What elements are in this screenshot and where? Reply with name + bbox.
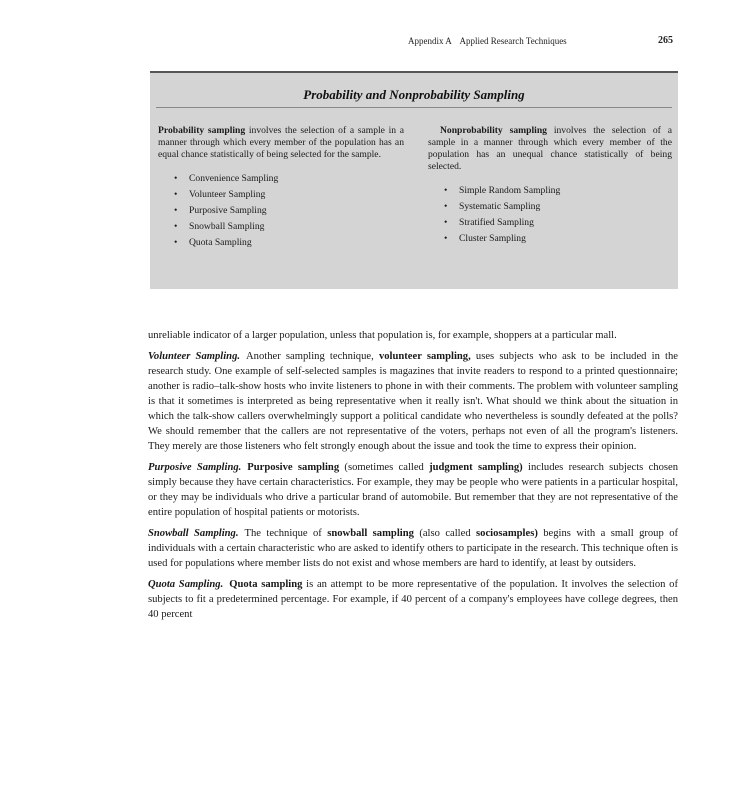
list-item (174, 187, 404, 203)
running-head-section: Appendix A (408, 36, 452, 46)
paragraph-text: is an attempt to be more representative of the population. It involves the selection of subjects to fit a predetermined percentage. For example, if 40 percent of a company's employees have college degrees, then 40 percent (148, 579, 678, 620)
term-quota-sampling: Quota sampling (229, 579, 303, 590)
list-item-label: Quota Sampling (189, 237, 252, 248)
sampling-sidebar-box (150, 71, 678, 289)
nonprobability-list (428, 183, 672, 247)
nonprobability-definition-text: involves the selection of a sample in a manner through which every member of the population has an unequal chance statistically of being selected. (428, 125, 672, 172)
paragraph-text: (sometimes called (339, 462, 430, 473)
heading-quota-sampling: Quota Sampling. (148, 579, 224, 590)
heading-snowball-sampling: Snowball Sampling. (148, 528, 239, 539)
nonprobability-term: Nonprobability sampling (440, 125, 547, 136)
list-item-label: Volunteer Sampling (189, 189, 266, 200)
list-item-label: Simple Random Sampling (459, 185, 561, 196)
heading-volunteer-sampling: Volunteer Sampling. (148, 351, 241, 362)
paragraph-continuation: unreliable indicator of a larger population, unless that population is, for example, shoppers at a particular mall. (148, 330, 617, 341)
running-head (408, 36, 567, 46)
bullet-icon: • (174, 173, 178, 184)
paragraph-quota-sampling (148, 577, 678, 622)
bullet-icon: • (444, 233, 448, 244)
heading-purposive-sampling: Purposive Sampling. (148, 462, 242, 473)
list-item-label: Convenience Sampling (189, 173, 279, 184)
term-purposive-sampling: Purposive sampling (247, 462, 340, 473)
term-sociosamples: sociosamples) (476, 528, 538, 539)
list-item-label: Snowball Sampling (189, 221, 265, 232)
bullet-icon: • (444, 217, 448, 228)
box-divider (156, 107, 672, 108)
term-volunteer-sampling: volunteer sampling, (378, 351, 471, 362)
paragraph-snowball-sampling (148, 526, 678, 571)
bullet-icon: • (444, 201, 448, 212)
list-item (444, 183, 672, 199)
list-item-label: Stratified Sampling (459, 217, 534, 228)
list-item-label: Cluster Sampling (459, 233, 526, 244)
probability-definition-text: involves the selection of a sample in a manner through which every member of the population has an equal chance statistically of being selected for the sample. (158, 125, 404, 160)
list-item (174, 171, 404, 187)
list-item (444, 231, 672, 247)
term-snowball-sampling: snowball sampling (327, 528, 414, 539)
list-item (444, 215, 672, 231)
list-item (444, 199, 672, 215)
paragraph-volunteer-sampling (148, 349, 678, 454)
list-item (174, 219, 404, 235)
list-item (174, 235, 404, 251)
list-item-label: Systematic Sampling (459, 201, 541, 212)
paragraph-text: The technique of (244, 528, 328, 539)
term-judgment-sampling: judgment sampling) (429, 462, 523, 473)
probability-definition (158, 125, 404, 161)
bullet-icon: • (174, 237, 178, 248)
list-item (174, 203, 404, 219)
list-item-label: Purposive Sampling (189, 205, 267, 216)
paragraph-purposive-sampling (148, 460, 678, 520)
body-text (148, 328, 678, 628)
running-head-title: Applied Research Techniques (459, 36, 567, 46)
probability-list (158, 171, 404, 251)
paragraph-text: begins with a small group of individuals with a certain characteristic who are asked to identify others to participate in the research. This technique often is used for populations where member lists do not exist and whose members are hard to identify, at least by outsiders. (148, 528, 679, 569)
paragraph-text: uses subjects who ask to be included in the research study. One example of self-selected samples is magazines that invite readers to respond to a printed questionnaire; another is radio–talk-show hosts who invite listeners to phone in with their comments. The problem with volunteer sampling is that it sometimes is interpreted as being representative when it really isn't. What should we think about the situation in which the talk-show callers overwhelmingly support a political candidate who nevertheless is soundly defeated at the polls? We should remember that the callers are not representative of the voters, perhaps not even of all the program's listeners. They merely are those listeners who felt strongly enough about the issue and took the time to express their opinion. (148, 351, 678, 452)
paragraph-text: includes research subjects chosen simply because they have certain characteristics. For example, they may be people who were patients in a particular hospital, or they may be individuals who drive a particular brand of automobile. But remember that they are not representative of the entire population of hospital patients or motorists. (148, 462, 679, 518)
probability-column (158, 125, 404, 251)
nonprobability-column (428, 125, 672, 247)
page-number: 265 (658, 35, 673, 46)
probability-term: Probability sampling (158, 125, 246, 136)
bullet-icon: • (174, 205, 178, 216)
bullet-icon: • (174, 221, 178, 232)
nonprobability-definition (428, 125, 672, 173)
bullet-icon: • (444, 185, 448, 196)
bullet-icon: • (174, 189, 178, 200)
box-title: Probability and Nonprobability Sampling (303, 87, 525, 102)
paragraph-text: (also called (413, 528, 477, 539)
paragraph-text: Another sampling technique, (246, 351, 379, 362)
